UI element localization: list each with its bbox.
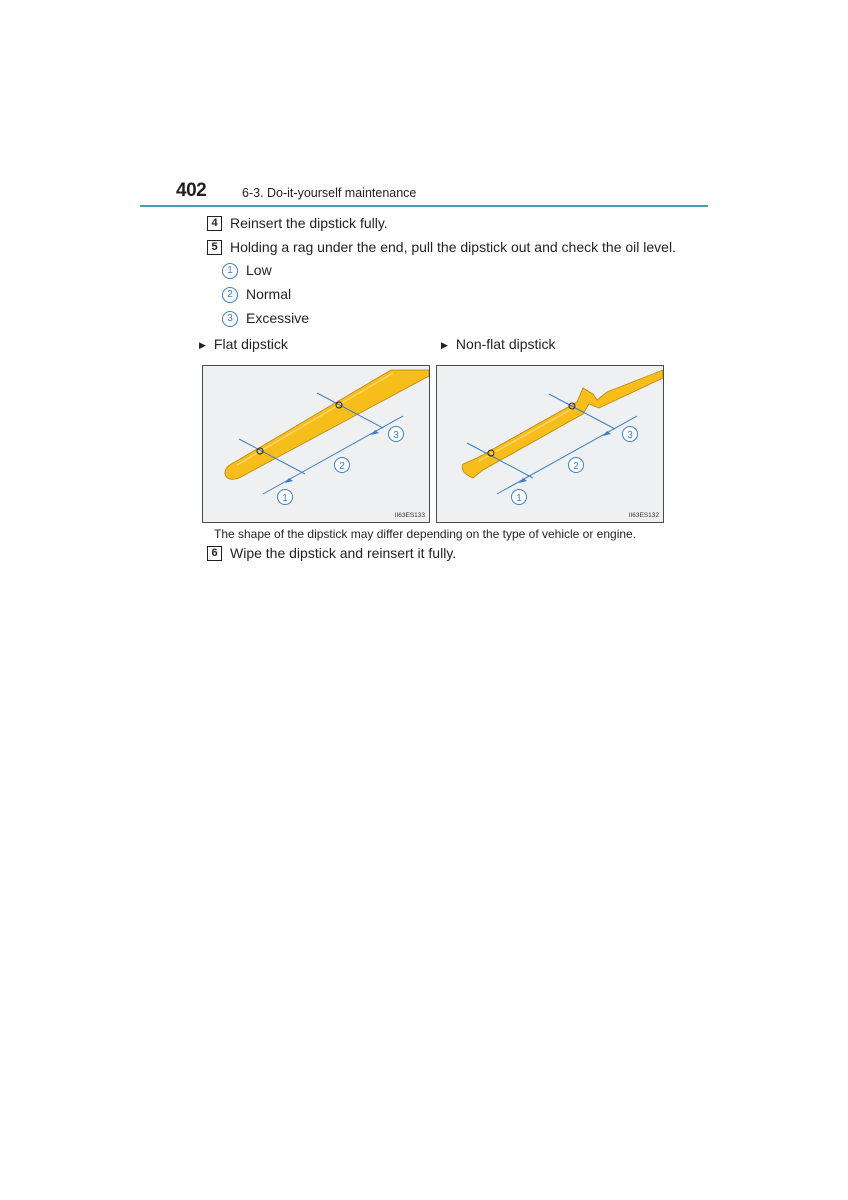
step-text: Holding a rag under the end, pull the dipstick out and check the oil level. [230, 239, 676, 255]
figure-code: II63ES133 [394, 512, 425, 519]
figure-code: II63ES132 [628, 512, 659, 519]
figure-label-nonflat [441, 336, 556, 352]
triangle-right-icon: ▶ [199, 340, 206, 350]
svg-text:2: 2 [339, 461, 345, 472]
header-rule [140, 205, 708, 207]
nonflat-dipstick-illustration [437, 366, 663, 522]
svg-text:3: 3 [393, 430, 399, 441]
callout-1 [512, 490, 527, 505]
figure-caption: Non-flat dipstick [455, 336, 556, 352]
svg-text:1: 1 [516, 493, 522, 504]
figure-caption: Flat dipstick [213, 336, 288, 352]
callout-3 [389, 427, 404, 442]
level-label: Low [246, 262, 272, 278]
svg-text:2: 2 [573, 461, 579, 472]
step-number-box: 4 [207, 216, 222, 231]
figure-label-flat [199, 336, 288, 352]
page-header [140, 178, 708, 210]
circled-number-icon: 3 [222, 311, 238, 327]
level-label: Excessive [246, 310, 310, 326]
callout-1 [278, 490, 293, 505]
section-title: 6-3. Do-it-yourself maintenance [242, 186, 417, 200]
flat-dipstick-illustration [203, 366, 429, 522]
figure-note: The shape of the dipstick may differ depending on the type of vehicle or engine. [214, 527, 637, 541]
svg-text:3: 3 [627, 430, 633, 441]
step-number-box: 6 [207, 546, 222, 561]
triangle-right-icon: ▶ [441, 340, 448, 350]
step-number-box: 5 [207, 240, 222, 255]
flat-dipstick-figure [202, 365, 430, 523]
callout-3 [623, 427, 638, 442]
page-number: 402 [176, 180, 207, 201]
svg-text:1: 1 [282, 493, 288, 504]
callout-2 [335, 458, 350, 473]
step-text: Reinsert the dipstick fully. [230, 215, 388, 231]
nonflat-dipstick-figure [436, 365, 664, 523]
step-text: Wipe the dipstick and reinsert it fully. [230, 545, 457, 561]
circled-number-icon: 2 [222, 287, 238, 303]
callout-2 [569, 458, 584, 473]
level-label: Normal [246, 286, 292, 302]
circled-number-icon: 1 [222, 263, 238, 279]
